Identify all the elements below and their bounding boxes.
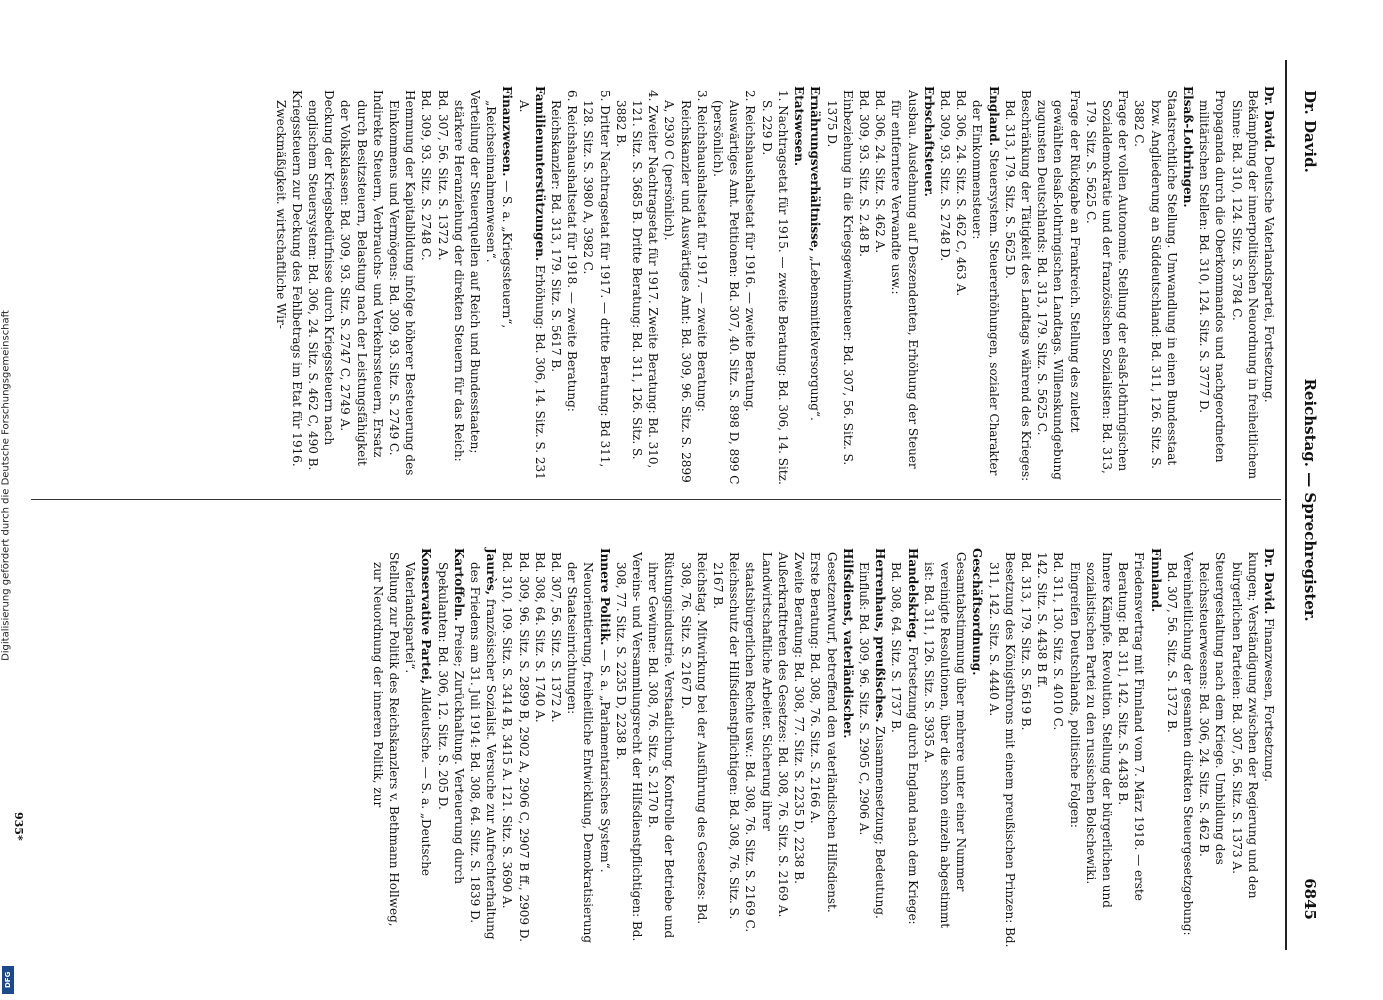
entry-heading: Jaurès,: [484, 548, 499, 596]
entry-text: „Lebensmittelversorgung“.: [808, 255, 823, 421]
entry-text: Hemmung der Kapitalbildung infolge höherer Besteuerung des Einkommens und Vermögens: Bd. 309, 93. Sitz. S. 2749 C.: [387, 90, 418, 476]
index-entry: [710, 548, 742, 948]
entry-text: Bd. 306, 24. Sitz. S. 462 C, 463 A.: [954, 90, 969, 297]
entry-text: Stellung zur Politik des Reichskanzlers v. Bethmann Hollweg, zur Neuordnung der inneren Politik, zur: [370, 552, 402, 927]
index-entry: [742, 548, 774, 948]
index-entry: [1196, 86, 1228, 486]
index-entry: [1083, 86, 1132, 486]
index-entry: [1261, 548, 1277, 948]
entry-text: Bd. 309, 96. Sitz. S. 2899 B, 2902 A, 2906 C, 2907 B ff., 2909 D.: [516, 552, 531, 942]
entry-heading: Finanzwesen.: [500, 86, 515, 177]
index-entry: [483, 86, 515, 486]
index-entry: [548, 548, 564, 948]
entry-text: Erste Beratung: Bd. 308, 76. Sitz. S. 2166 A.: [808, 552, 823, 824]
entry-text: Propaganda durch die Oberkommandos und nachgeordneten militärischen Stellen: Bd. 310, 124. Sitz. S. 3777 D.: [1197, 90, 1228, 463]
index-entry: [856, 548, 888, 948]
entry-heading: Dr. David.: [1262, 86, 1276, 153]
index-entry: [937, 86, 953, 486]
index-entry: [1228, 86, 1260, 486]
index-entry: [532, 548, 548, 948]
entry-text: Indirekte Steuern, Verbrauchs- und Verkehrssteuern, Ersatz durch Besitzsteuern, Belastung nach der Leistungsfähigkeit der Volksklassen: Bd. 309, 93. Sitz. S. 2747 C, 2749 A.: [338, 90, 385, 466]
index-entry: [515, 86, 547, 486]
index-entry: [1147, 548, 1163, 948]
entry-text: Bd. 307, 56. Sitz. S. 1372 A.: [435, 90, 450, 261]
entry-text: Vereins- und Versammlungsrecht der Hilfsdienstpflichtigen: Bd. 308, 77. Sitz. S. 2235 D, 2238 B.: [613, 552, 645, 942]
index-entry: [921, 548, 970, 948]
entry-text: Innere Kämpfe. Revolution. Stellung der bürgerlichen und sozialistischen Partei zu den russischen Bolschewiki. Eingreifen Deutschlands, politische Folgen:: [1067, 552, 1114, 908]
entry-text: Staatsrechtliche Stellung. Umwandlung in einen Bundesstaat bzw. Angliederung an Süddeutschland: Bd. 311, 126. Sitz. S. 3882 C.: [1132, 90, 1179, 469]
entry-text: französischer Sozialist. Versuche zur Aufrechterhaltung des Friedens am 31. Juli 1914: Bd. 308, 64. Sitz. S. 1839 D.: [468, 562, 499, 940]
entry-heading: Ernährungsverhältnisse,: [808, 86, 823, 252]
entry-text: Kriegssteuern zur Deckung des Fehlbetrags im Etat für 1916. Zweckmäßigkeit. wirtschaftliche Wir-: [273, 90, 304, 467]
entry-text: Bd. 309, 93. Sitz. S. 2.48 B.: [856, 90, 871, 257]
index-entry: [1228, 548, 1260, 948]
entry-text: Bekämpfung der innerpolitischen Neuordnung in freiheitlichem Sinne: Bd. 310, 124. Sitz. S. 3784 C.: [1229, 90, 1260, 480]
entry-text: Bd. 309, 93. Sitz. S. 2748 D.: [937, 90, 952, 262]
entry-text: Preise; Zurückhaltung. Verteuerung durch Spekulanten: Bd. 306, 12. Sitz. S. 205 D.: [435, 562, 466, 885]
index-entry: [791, 86, 807, 486]
entry-heading: England.: [986, 86, 1001, 146]
entry-text: Besetzung des Königsthrons mit einem preußischen Prinzen: Bd. 311, 142. Sitz. S. 4440 A.: [986, 552, 1017, 948]
index-entry: [1002, 86, 1034, 486]
entry-text: 3. Reichshaushaltsetat für 1917. — zweite Beratung: Reichskanzler und Auswärtiges Amt: Bd. 309, 96. Sitz. S. 2899 A, 2930 C (persönlich).: [662, 90, 709, 483]
index-entry: [272, 86, 304, 486]
index-entry: [775, 548, 791, 948]
index-entry: [418, 86, 434, 486]
entry-heading: Herrenhaus, preußisches.: [873, 548, 888, 723]
index-entry: [1050, 548, 1066, 948]
index-entry: [434, 548, 466, 948]
header-left: Dr. David.: [1301, 90, 1319, 173]
entry-heading: Finnland.: [1148, 548, 1163, 613]
index-entry: [840, 548, 856, 948]
entry-heading: Konservative Partei,: [419, 548, 434, 684]
index-entry: [823, 548, 839, 948]
entry-text: kungen; Verständigung zwischen der Regierung und den bürgerlichen Parteien: Bd. 307, 56. Sitz. S. 1373 A.: [1229, 552, 1260, 899]
entry-text: Deckung der Kriegsbedürfnisse durch Kriegssteuern nach englischem Steuersystem: Bd. 306, 24. Sitz. S. 462 C, 490 B.: [306, 90, 337, 471]
entry-text: Außerkrafttreten des Gesetzes: Bd. 308, 76. Sitz. S. 2169 A.: [775, 552, 790, 918]
entry-heading: Etatswesen.: [792, 86, 807, 167]
index-entry: [661, 86, 710, 486]
entry-text: Reichstag. Mitwirkung bei der Ausführung des Gesetzes: Bd. 308, 76. Sitz. S. 2167 D.: [678, 552, 709, 925]
index-entry: [985, 548, 1017, 948]
index-entry: [515, 548, 531, 948]
index-entry: [807, 86, 823, 486]
entry-text: Bd. 308, 64. Sitz. S. 1740 A.: [532, 552, 547, 723]
index-entry: [807, 548, 823, 948]
right-column: [370, 548, 1277, 948]
entry-text: Beschränkung der Tätigkeit des Landtags während des Krieges: Bd. 313, 179. Sitz. S. 5625 D.: [1002, 90, 1033, 482]
entry-text: Gesamtabstimmung über mehrere unter einer Nummer vereinigte Resolutionen, über die schon einzeln abgestimmt ist: Bd. 311, 126. Sitz. S. 3935 A.: [921, 552, 969, 929]
index-entry: [1164, 548, 1196, 948]
entry-text: — S. a. „Kriegssteuern“, „Reichseinnahmenwesen“.: [484, 100, 515, 329]
index-entry: [467, 548, 499, 948]
index-entry: [872, 86, 888, 486]
entry-text: Ausbau. Ausdehnung auf Deszendenten, Erhöhung der Steuer für entferntere Verwandte usw.:: [889, 90, 920, 469]
index-entry: [1196, 548, 1228, 948]
entry-text: 5. Dritter Nachtragsetat für 1917. — dritte Beratung: Bd 311, 128. Sitz. S. 3980 A, 3982 C.: [581, 90, 612, 468]
page-number: 6845: [1301, 878, 1319, 920]
entry-text: Vereinheitlichung der gesamten direkten Steuergesetzgebung: Bd. 307, 56. Sitz. S. 1372 B.: [1164, 552, 1195, 936]
entry-text: Bd. 311, 130. Sitz. S. 4010 C.: [1051, 552, 1066, 731]
index-entry: [451, 86, 483, 486]
index-entry: [548, 86, 580, 486]
index-entry: [305, 86, 337, 486]
index-entry: [613, 548, 645, 948]
index-entry: [759, 86, 791, 486]
column-divider: [31, 499, 1281, 500]
entry-heading: Elsaß-Lothringen.: [1180, 86, 1195, 208]
entry-text: 2. Reichshaushaltsetat für 1916. — zweite Beratung. Auswärtiges Amt. Petitionen: Bd. 307, 40. Sitz. S. 898 D, 899 C (persönlich).: [711, 90, 758, 485]
entry-text: Frage der Rückgabe an Frankreich. Stellung des zuletzt gewählten elsaß-lothringischen Landtags. Willenskundgebung zugunsten Deutschlands: Bd. 313, 179. Sitz. S. 5625 C.: [1035, 90, 1082, 480]
index-entry: [1034, 86, 1083, 486]
entry-text: Einbeziehung in die Kriegsgewinnsteuer: Bd. 307, 56. Sitz. S. 1375 D.: [824, 90, 855, 466]
header-rule: [1285, 60, 1287, 950]
entry-text: Reichsschutz der Hilfsdienstpflichtigen: Bd. 308, 76. Sitz. S. 2167 B.: [711, 552, 742, 920]
index-entry: [434, 86, 450, 486]
entry-text: Gesetzentwurf, betreffend den vaterländischen Hilfsdienst.: [824, 552, 839, 913]
entry-text: Erhöhung: Bd. 306, 14. Sitz. S. 231 A.: [516, 100, 547, 480]
entry-text: Frage der vollen Autonomie. Stellung der elsaß-lothringischen Sozialdemokratie und der französischen Sozialisten: Bd. 313, 179. Sitz. S. 5625 C.: [1083, 90, 1131, 474]
index-entry: [969, 86, 1001, 486]
entry-text: 142. Sitz. S. 4438 B ff.: [1035, 552, 1050, 688]
index-entry: [1018, 548, 1034, 948]
index-entry: [1261, 86, 1277, 486]
entry-heading: Erbschaftsteuer.: [921, 86, 936, 197]
index-entry: [1131, 86, 1180, 486]
entry-text: Fortsetzung durch England nach dem Kriege: Bd. 308, 64. Sitz. S. 1737 B.: [889, 562, 920, 925]
entry-text: Rüstungsindustrie. Verstaatlichung. Kontrolle der Betriebe und ihrer Gewinne: Bd. 308, 76. Sitz. S. 2170 B.: [646, 552, 677, 939]
entry-text: Bd. 307, 56. Sitz. S. 1372 A.: [549, 552, 564, 723]
credit-text: Digitalisierung gefördert durch die Deutsche Forschungsgemeinschaft: [0, 310, 12, 661]
index-entry: [823, 86, 855, 486]
index-entry: [337, 86, 386, 486]
entry-text: Alldeutsche. — S. a. „Deutsche Vaterlandspartei“.: [403, 562, 434, 877]
entry-text: Friedensvertrag mit Finnland vom 7. März 1918. — erste Beratung: Bd. 311, 142. Sitz. S. 4438 B.: [1116, 552, 1147, 901]
entry-text: Zweite Beratung: Bd. 308, 77. Sitz. S. 2235 D, 2238 B.: [792, 552, 807, 884]
index-entry: [613, 86, 662, 486]
index-entry: [564, 548, 613, 948]
entry-text: Deutsche Vaterlandspartei, Fortsetzung.: [1262, 156, 1276, 403]
index-entry: [856, 86, 872, 486]
entry-heading: Kartoffeln.: [451, 548, 466, 622]
entry-text: Finanzwesen, Fortsetzung.: [1262, 618, 1276, 782]
index-entry: [791, 548, 807, 948]
entry-heading: Hilfsdienst, vaterländischer.: [840, 548, 855, 739]
entry-text: Bd. 306, 24. Sitz. S. 462 A.: [873, 90, 888, 254]
entry-text: Verteilung der Steuerquellen auf Reich und Bundesstaaten; stärkere Heranziehung der direkten Steuern für das Reich:: [451, 90, 483, 462]
entry-text: Bd. 310, 109. Sitz. S. 3414 B, 3415 A. 121. Sitz. S. 3690 A.: [500, 552, 515, 909]
dfg-logo: DFG: [2, 966, 14, 994]
index-entry: [402, 548, 434, 948]
entry-text: Bd. 313, 179. Sitz. S. 5619 B.: [1018, 552, 1033, 731]
index-entry: [386, 86, 418, 486]
index-entry: [710, 86, 759, 486]
index-entry: [969, 548, 985, 948]
index-entry: [921, 86, 937, 486]
index-entry: [1180, 86, 1196, 486]
left-column: [272, 86, 1277, 486]
entry-text: Bd. 309, 93. Sitz. S. 2748 C.: [419, 90, 434, 261]
page-mark: 935*: [12, 812, 25, 841]
index-entry: [370, 548, 402, 948]
index-entry: [953, 86, 969, 486]
entry-heading: Familienunterstützungen.: [532, 86, 547, 262]
index-entry: [888, 548, 920, 948]
entry-text: 4. Zweiter Nachtragsetat für 1917. Zweite Beratung: Bd. 310, 121. Sitz. S. 3685 B. Dritte Beratung: Bd. 311, 126. Sitz. S. 3882 B.: [613, 90, 661, 469]
entry-text: Steuergestaltung nach dem Kriege. Umbildung des Reichssteuerwesens: Bd. 306, 24. Sitz. S. 462 B.: [1197, 552, 1228, 865]
entry-text: — S. a. „Parlamentarisches System“. Neuorientierung, freiheitliche Entwicklung, Demokratisierung der Staatseinrichtungen:: [565, 562, 612, 944]
entry-text: Landwirtschaftliche Arbeiter. Sicherung ihrer staatsbürgerlichen Rechte usw.: Bd. 308, 76. Sitz. S. 2169 C.: [743, 552, 774, 933]
entry-text: 1. Nachtragsetat für 1915. — zweite Beratung: Bd. 306, 14. Sitz. S. 229 D.: [759, 90, 790, 485]
entry-heading: Dr. David.: [1262, 548, 1276, 615]
index-entry: [1034, 548, 1050, 948]
entry-text: 6. Reichshaushaltsetat für 1918. — zweite Beratung: Reichskanzler: Bd. 313, 179. Sitz. S. 5617 B.: [549, 90, 580, 412]
index-entry: [888, 86, 920, 486]
entry-text: Steuersystem. Steuererhöhungen, sozialer Charakter der Einkommensteuer:: [970, 100, 1001, 476]
header-title: Reichstag. — Sprechregister.: [1301, 378, 1319, 622]
index-entry: [1115, 548, 1147, 948]
entry-heading: Innere Politik.: [597, 548, 612, 646]
index-entry: [1066, 548, 1115, 948]
entry-heading: Handelskrieg.: [905, 548, 920, 643]
entry-text: Zusammensetzung; Bedeutung. Einfluß: Bd. 309, 96. Sitz. S. 2905 C, 2906 A.: [856, 562, 888, 919]
index-entry: [677, 548, 709, 948]
index-entry: [645, 548, 677, 948]
index-entry: [580, 86, 612, 486]
entry-heading: Geschäftsordnung.: [970, 548, 985, 676]
index-entry: [499, 548, 515, 948]
